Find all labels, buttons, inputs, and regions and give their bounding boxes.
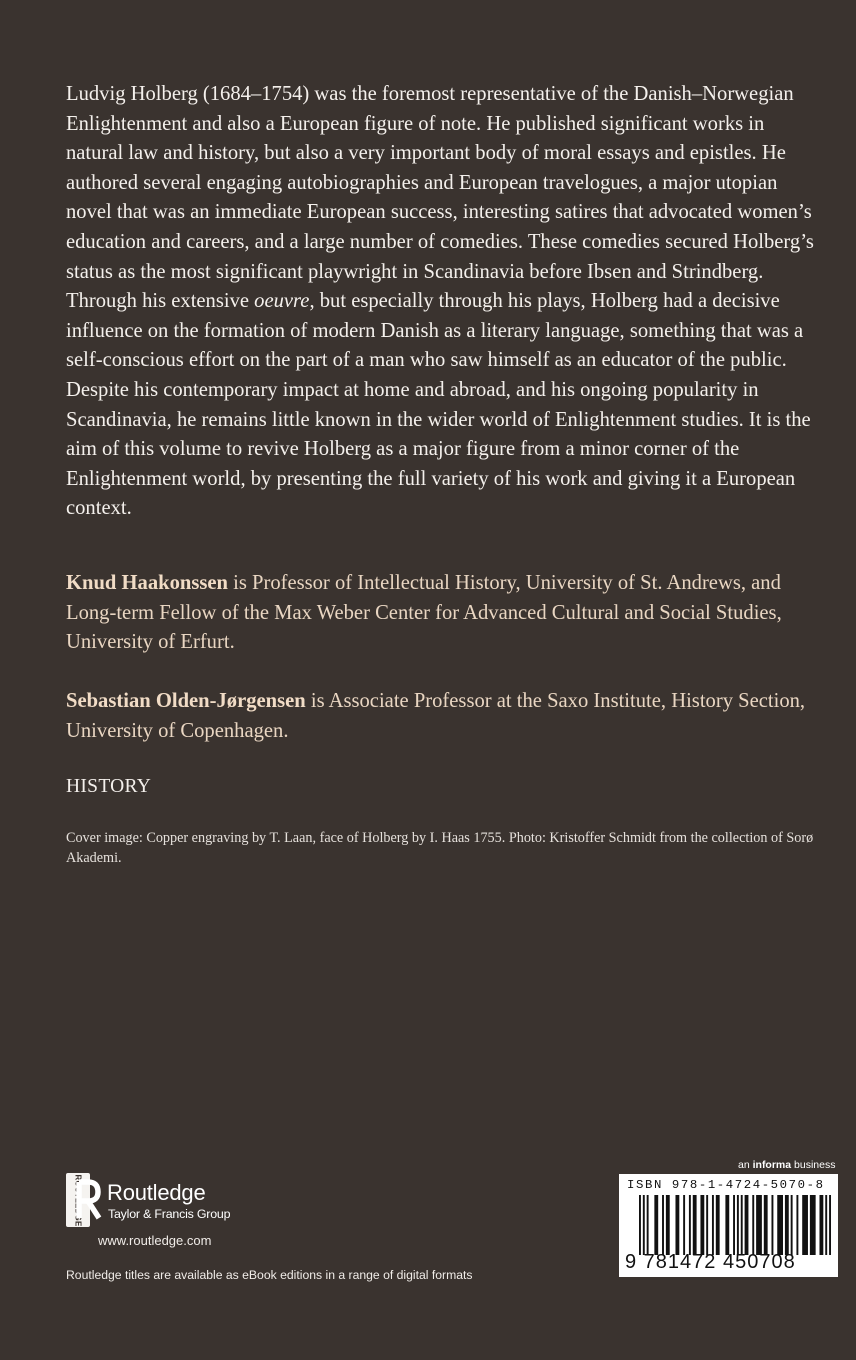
- barcode-bar: [819, 1195, 823, 1255]
- book-description: [66, 80, 826, 524]
- barcode-bar: [706, 1195, 708, 1255]
- isbn-text: ISBN 978-1-4724-5070-8: [627, 1178, 825, 1192]
- publisher-group: Taylor & Francis Group: [108, 1207, 231, 1221]
- author-bio-text-2: is Associate Professor at the Saxo Institute, History Section, University of Copenhagen.: [66, 690, 806, 742]
- description-part-1: Ludvig Holberg (1684–1754) was the foremost representative of the Danish–Norwegian Enlightenment and also a European figure of note. He published significant works in natural law and history, but also a very important body of moral essays and epistles. He authored several engaging autobiographies and European travelogues, a major utopian novel that was an immediate European success, interesting satires that advocated women’s education and careers, and a large number of comedies. These comedies secured Holberg’s status as the most significant playwright in Scandinavia before Ibsen and Strindberg. Through his extensive: [66, 83, 814, 313]
- barcode-bar: [810, 1195, 816, 1255]
- barcode-bar: [643, 1195, 645, 1255]
- barcode-bar: [647, 1195, 649, 1255]
- barcode-bar: [737, 1195, 739, 1255]
- barcode-bar: [689, 1195, 691, 1255]
- isbn-barcode: [619, 1174, 838, 1277]
- barcode-bar: [756, 1195, 762, 1255]
- author-name-1: Knud Haakonssen: [66, 572, 228, 594]
- author-name-2: Sebastian Olden-Jørgensen: [66, 690, 306, 712]
- barcode-bar: [752, 1195, 754, 1255]
- cover-image-credit: Cover image: Copper engraving by T. Laan, face of Holberg by I. Haas 1755. Photo: Kristoffer Schmidt from the collection of Sorø Akademi.: [66, 830, 814, 866]
- barcode-bar: [791, 1195, 793, 1255]
- barcode-bar: [745, 1195, 749, 1255]
- barcode-bar: [825, 1195, 827, 1255]
- barcode-bar: [700, 1195, 704, 1255]
- informa-prefix: an: [738, 1159, 753, 1171]
- barcode-bar: [683, 1195, 685, 1255]
- routledge-r-logo-icon: [73, 1172, 104, 1228]
- barcode-bar: [771, 1195, 773, 1255]
- informa-business-tagline: [738, 1159, 835, 1171]
- author-bio-text-1: is Professor of Intellectual History, University of St. Andrews, and Long-term Fellow of the Max Weber Center for Advanced Cultural and Social Studies, University of Erfurt.: [66, 572, 782, 654]
- barcode-bar: [741, 1195, 743, 1255]
- publisher-name: Routledge: [107, 1180, 206, 1205]
- barcode-bar: [639, 1195, 641, 1255]
- ebook-availability-note: Routledge titles are available as eBook editions in a range of digital formats: [66, 1268, 473, 1282]
- description-part-2: , but especially through his plays, Holberg had a decisive influence on the formation of modern Danish as a literary language, something that was a self-conscious effort on the part of a man who saw himself as an educator of the public. Despite his contemporary impact at home and abroad, and his ongoing popularity in Scandinavia, he remains little known in the wider world of Enlightenment studies. It is the aim of this volume to revive Holberg as a major figure from a minor corner of the Enlightenment world, by presenting the full variety of his work and giving it a European context.: [66, 290, 811, 520]
- barcode-bar: [785, 1195, 789, 1255]
- barcode-bar: [725, 1195, 729, 1255]
- barcode-bars: [639, 1195, 831, 1255]
- barcode-bar: [777, 1195, 783, 1255]
- ean-digits: 9 781472 450708: [625, 1251, 796, 1273]
- description-emphasis: oeuvre: [254, 290, 310, 313]
- barcode-bar: [829, 1195, 831, 1255]
- barcode-bar: [802, 1195, 808, 1255]
- informa-brand: informa: [752, 1159, 792, 1171]
- barcode-bar: [662, 1195, 664, 1255]
- subject-category: HISTORY: [66, 776, 152, 797]
- barcode-bar: [666, 1195, 670, 1255]
- barcode-bar: [716, 1195, 720, 1255]
- routledge-logo-vertical-text: ROUTLEDGE: [73, 1173, 83, 1227]
- barcode-bar: [712, 1195, 714, 1255]
- barcode-bar: [796, 1195, 798, 1255]
- barcode-bar: [764, 1195, 768, 1255]
- author-bio-2: [66, 687, 836, 746]
- publisher-website: www.routledge.com: [98, 1233, 212, 1248]
- barcode-bar: [675, 1195, 679, 1255]
- barcode-bar: [693, 1195, 697, 1255]
- barcode-bar: [654, 1195, 658, 1255]
- author-bio-1: [66, 569, 836, 658]
- informa-suffix: business: [791, 1159, 836, 1171]
- barcode-bar: [733, 1195, 735, 1255]
